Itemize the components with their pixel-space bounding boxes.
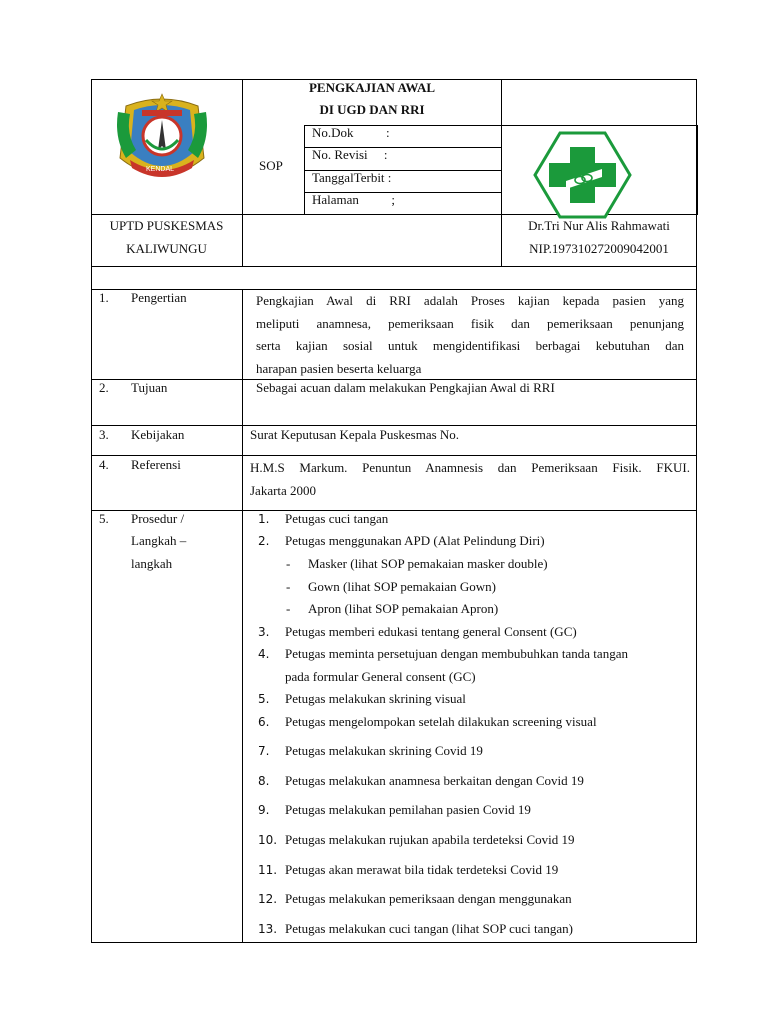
step-number: 10. bbox=[258, 833, 278, 847]
section-number: 1. bbox=[99, 290, 109, 305]
section-label-line: Prosedur / bbox=[131, 511, 185, 526]
step-number: 3. bbox=[258, 625, 270, 639]
section-label: Tujuan bbox=[131, 380, 168, 395]
step-text: Petugas melakukan skrining Covid 19 bbox=[285, 743, 483, 758]
paragraph-line: harapan pasien beserta keluarga bbox=[256, 360, 422, 376]
paragraph-line: meliputi anamnesa, pemeriksaan fisik dan pemeriksaan penunjang bbox=[256, 315, 684, 331]
sop-label: SOP bbox=[259, 158, 283, 173]
sub-step-bullet: - bbox=[286, 601, 291, 616]
field-tanggal-terbit: TanggalTerbit : bbox=[312, 170, 392, 185]
step-text: Petugas meminta persetujuan dengan membubuhkan tanda tangan bbox=[285, 646, 628, 661]
sub-step-text: Masker (lihat SOP pemakaian masker double) bbox=[308, 556, 548, 571]
step-text: Petugas memberi edukasi tentang general Consent (GC) bbox=[285, 624, 577, 639]
org-line-2: KALIWUNGU bbox=[126, 241, 207, 256]
step-number: 2. bbox=[258, 534, 270, 548]
section-label: Kebijakan bbox=[131, 427, 185, 442]
field-no-revisi: No. Revisi : bbox=[312, 147, 388, 162]
step-number: 11. bbox=[258, 863, 278, 877]
paragraph-line: H.M.S Markum. Penuntun Anamnesis dan Pemeriksaan Fisik. FKUI. bbox=[250, 460, 690, 475]
step-number: 1. bbox=[258, 512, 270, 526]
puskesmas-logo bbox=[532, 131, 633, 219]
step-text: Petugas mengelompokan setelah dilakukan screening visual bbox=[285, 714, 597, 729]
step-number: 8. bbox=[258, 774, 270, 788]
step-number: 5. bbox=[258, 692, 270, 706]
section-number: 2. bbox=[99, 380, 109, 395]
step-text: Petugas akan merawat bila tidak terdeteksi Covid 19 bbox=[285, 862, 559, 877]
paragraph-line: Pengkajian Awal di RRI adalah Proses kajian kepada pasien yang bbox=[256, 293, 684, 308]
field-halaman: Halaman ; bbox=[312, 192, 396, 207]
step-number: 4. bbox=[258, 647, 270, 661]
title-line-1: PENGKAJIAN AWAL bbox=[308, 80, 436, 95]
org-line-1: UPTD PUSKESMAS bbox=[109, 218, 224, 233]
step-text: Petugas melakukan rujukan apabila terdeteksi Covid 19 bbox=[285, 832, 575, 847]
step-number: 12. bbox=[258, 892, 278, 906]
step-continuation: pada formular General consent (GC) bbox=[285, 669, 476, 684]
tujuan-text: Sebagai acuan dalam melakukan Pengkajian Awal di RRI bbox=[256, 380, 555, 395]
section-label: Referensi bbox=[131, 457, 181, 472]
signer-name: Dr.Tri Nur Alis Rahmawati bbox=[528, 218, 670, 233]
sub-step-bullet: - bbox=[286, 579, 291, 594]
step-text: Petugas menggunakan APD (Alat Pelindung Diri) bbox=[285, 533, 545, 548]
section-number: 4. bbox=[99, 457, 109, 472]
section-label-line: Langkah – bbox=[131, 533, 187, 548]
step-text: Petugas melakukan skrining visual bbox=[285, 691, 466, 706]
step-number: 13. bbox=[258, 922, 278, 936]
sub-step-text: Apron (lihat SOP pemakaian Apron) bbox=[308, 601, 499, 616]
section-label-line: langkah bbox=[131, 556, 173, 571]
section-number: 5. bbox=[99, 511, 109, 526]
section-number: 3. bbox=[99, 427, 109, 442]
logo-lettering: KENDAL bbox=[146, 166, 175, 173]
step-text: Petugas melakukan pemilahan pasien Covid 19 bbox=[285, 802, 531, 817]
step-text: Petugas melakukan anamnesa berkaitan dengan Covid 19 bbox=[285, 773, 584, 788]
step-number: 7. bbox=[258, 744, 270, 758]
referensi-text bbox=[250, 457, 690, 502]
step-number: 6. bbox=[258, 715, 270, 729]
pengertian-text bbox=[256, 290, 684, 380]
paragraph-line: Jakarta 2000 bbox=[250, 482, 317, 498]
step-text: Petugas melakukan pemeriksaan dengan menggunakan bbox=[285, 891, 572, 906]
kebijakan-text: Surat Keputusan Kepala Puskesmas No. bbox=[250, 427, 460, 442]
section-label: Pengertian bbox=[131, 290, 187, 305]
signer-nip: NIP.197310272009042001 bbox=[529, 241, 669, 256]
step-text: Petugas cuci tangan bbox=[285, 511, 389, 526]
step-number: 9. bbox=[258, 803, 270, 817]
sub-step-bullet: - bbox=[286, 556, 291, 571]
sub-step-text: Gown (lihat SOP pemakaian Gown) bbox=[308, 579, 496, 594]
field-no-dok: No.Dok : bbox=[312, 125, 390, 140]
kendal-logo bbox=[112, 88, 212, 190]
paragraph-line: serta kajian sosial untuk mengidentifikasi berbagai kebutuhan dan bbox=[256, 338, 684, 354]
step-text: Petugas melakukan cuci tangan (lihat SOP cuci tangan) bbox=[285, 921, 573, 936]
title-line-2: DI UGD DAN RRI bbox=[319, 102, 425, 117]
